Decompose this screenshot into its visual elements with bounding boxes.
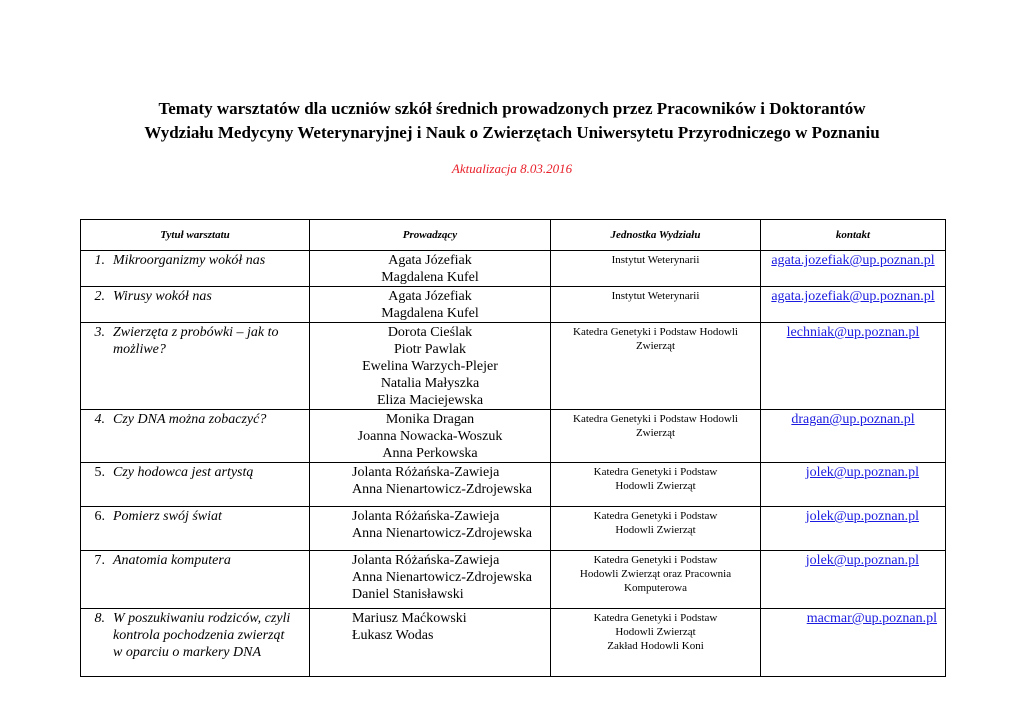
workshop-title-cell <box>81 609 310 677</box>
workshop-number: 5. <box>94 465 105 480</box>
department-name: Instytut Weterynarii <box>611 254 700 266</box>
contact-email-link[interactable]: jolek@up.poznan.pl <box>805 465 919 480</box>
department-name: Katedra Genetyki i Podstaw Hodowli Zwierząt <box>573 413 738 439</box>
workshop-number: 7. <box>94 553 105 568</box>
workshop-title: Anatomia komputera <box>113 553 231 568</box>
instructor-name: Jolanta Różańska-Zawieja <box>352 465 500 480</box>
department-name: Instytut Weterynarii <box>611 290 700 302</box>
header-contact: kontakt <box>761 220 946 251</box>
instructor-name: Eliza Maciejewska <box>376 393 484 408</box>
table-row <box>81 551 946 609</box>
instructor-name: Piotr Pawlak <box>394 342 466 357</box>
workshop-title: Zwierzęta z probówki – jak to możliwe? <box>113 325 279 357</box>
instructors-cell <box>310 410 551 463</box>
department-name: Katedra Genetyki i Podstaw <box>593 554 718 566</box>
contact-email-link[interactable]: agata.jozefiak@up.poznan.pl <box>771 253 935 268</box>
contact-cell <box>761 463 946 507</box>
department-name: Hodowli Zwierząt oraz Pracownia <box>579 568 732 580</box>
contact-email-link[interactable]: dragan@up.poznan.pl <box>791 412 915 427</box>
instructor-name: Magdalena Kufel <box>381 270 479 285</box>
instructors-cell <box>310 609 551 677</box>
contact-cell <box>761 287 946 323</box>
workshop-title: Pomierz swój świat <box>113 509 222 524</box>
instructor-name: Joanna Nowacka-Woszuk <box>357 429 503 444</box>
instructor-name: Magdalena Kufel <box>381 306 479 321</box>
contact-cell <box>761 410 946 463</box>
instructor-name: Anna Nienartowicz-Zdrojewska <box>352 526 532 541</box>
workshop-number: 3. <box>94 325 105 340</box>
workshop-title-cell <box>81 251 310 287</box>
instructor-name: Anna Nienartowicz-Zdrojewska <box>352 482 532 497</box>
update-date: Aktualizacja 8.03.2016 <box>451 161 573 176</box>
department-cell <box>551 251 761 287</box>
instructor-name: Jolanta Różańska-Zawieja <box>352 553 500 568</box>
department-cell <box>551 287 761 323</box>
instructor-name: Dorota Cieślak <box>387 325 473 340</box>
title-line-2: Wydziału Medycyny Weterynaryjnej i Nauk o Zwierzętach Uniwersytetu Przyrodniczego w Poznaniu <box>144 123 880 142</box>
document-title <box>0 97 1024 145</box>
contact-cell <box>761 609 946 677</box>
department-name: Katedra Genetyki i Podstaw Hodowli Zwierząt <box>573 326 738 352</box>
instructors-cell <box>310 323 551 410</box>
instructor-name: Mariusz Maćkowski <box>352 611 467 626</box>
contact-email-link[interactable]: jolek@up.poznan.pl <box>805 553 919 568</box>
department-name: Katedra Genetyki i Podstaw <box>593 510 718 522</box>
workshops-table <box>80 219 946 677</box>
workshop-title: Wirusy wokół nas <box>113 289 212 304</box>
instructors-cell <box>310 463 551 507</box>
department-name: Hodowli Zwierząt <box>615 626 696 638</box>
workshop-title: W poszukiwaniu rodziców, czyli kontrola pochodzenia zwierząt w oparciu o markery DNA <box>113 611 291 660</box>
workshop-number: 2. <box>94 289 105 304</box>
instructor-name: Anna Nienartowicz-Zdrojewska <box>352 570 532 585</box>
workshop-title: Mikroorganizmy wokół nas <box>113 253 266 268</box>
header-unit: Jednostka Wydziału <box>551 220 761 251</box>
instructor-name: Daniel Stanisławski <box>352 587 464 602</box>
department-cell <box>551 551 761 609</box>
table-row <box>81 507 946 551</box>
workshop-title-cell <box>81 507 310 551</box>
table-row <box>81 323 946 410</box>
table-header-row <box>81 220 946 251</box>
department-cell <box>551 410 761 463</box>
workshop-title: Czy hodowca jest artystą <box>113 465 254 480</box>
contact-cell <box>761 551 946 609</box>
instructor-name: Jolanta Różańska-Zawieja <box>352 509 500 524</box>
instructor-name: Agata Józefiak <box>388 253 472 268</box>
instructors-cell <box>310 251 551 287</box>
contact-email-link[interactable]: macmar@up.poznan.pl <box>806 611 937 626</box>
instructor-name: Monika Dragan <box>385 412 475 427</box>
table-row <box>81 251 946 287</box>
department-cell <box>551 463 761 507</box>
table-row <box>81 463 946 507</box>
department-cell <box>551 507 761 551</box>
contact-email-link[interactable]: jolek@up.poznan.pl <box>805 509 919 524</box>
department-cell <box>551 609 761 677</box>
workshop-title-cell <box>81 323 310 410</box>
instructor-name: Ewelina Warzych-Plejer <box>362 359 498 374</box>
workshop-number: 4. <box>94 412 105 427</box>
table-row <box>81 287 946 323</box>
workshop-title: Czy DNA można zobaczyć? <box>113 412 267 427</box>
table-row <box>81 410 946 463</box>
department-name: Hodowli Zwierząt <box>615 480 696 492</box>
header-title: Tytuł warsztatu <box>81 220 310 251</box>
instructors-cell <box>310 551 551 609</box>
department-name: Katedra Genetyki i Podstaw <box>593 466 718 478</box>
contact-cell <box>761 507 946 551</box>
instructors-cell <box>310 287 551 323</box>
contact-email-link[interactable]: agata.jozefiak@up.poznan.pl <box>771 289 935 304</box>
workshop-title-cell <box>81 463 310 507</box>
title-line-1: Tematy warsztatów dla uczniów szkół średnich prowadzonych przez Pracowników i Doktorantów <box>158 99 866 118</box>
contact-cell <box>761 251 946 287</box>
instructor-name: Agata Józefiak <box>388 289 472 304</box>
department-cell <box>551 323 761 410</box>
workshop-title-cell <box>81 410 310 463</box>
department-name: Katedra Genetyki i Podstaw <box>593 612 718 624</box>
workshop-number: 6. <box>94 509 105 524</box>
contact-cell <box>761 323 946 410</box>
department-name: Zakład Hodowli Koni <box>607 640 704 652</box>
contact-email-link[interactable]: lechniak@up.poznan.pl <box>786 325 920 340</box>
workshop-title-cell <box>81 551 310 609</box>
table-row <box>81 609 946 677</box>
instructor-name: Anna Perkowska <box>382 446 478 461</box>
instructor-name: Łukasz Wodas <box>352 628 434 643</box>
department-name: Hodowli Zwierząt <box>615 524 696 536</box>
workshop-number: 1. <box>94 253 105 268</box>
workshop-title-cell <box>81 287 310 323</box>
instructor-name: Natalia Małyszka <box>380 376 480 391</box>
header-people: Prowadzący <box>310 220 551 251</box>
instructors-cell <box>310 507 551 551</box>
department-name: Komputerowa <box>624 582 687 594</box>
workshop-number: 8. <box>94 611 105 626</box>
